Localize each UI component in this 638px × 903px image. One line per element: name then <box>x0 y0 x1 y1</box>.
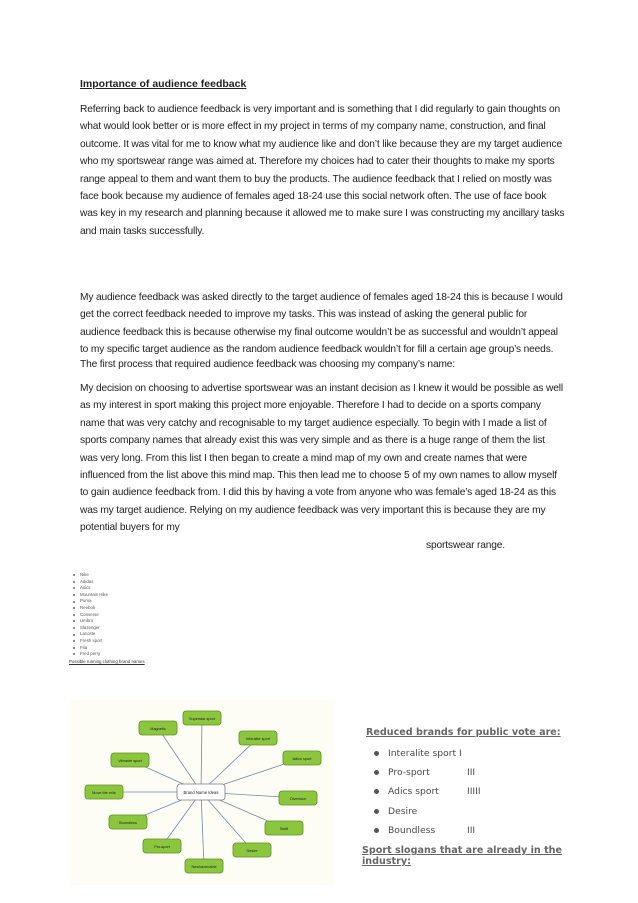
mind-map-center-label: Brand Name Ideas <box>183 789 219 795</box>
reduced-brand-votes: IIIII <box>467 786 481 798</box>
mind-map-node-label: Magnetic <box>150 726 166 731</box>
mind-map-node-label: Desire <box>246 848 258 853</box>
brand-list-caption: Possible running clothing brand names <box>69 658 145 664</box>
brand-list-item: Umbro <box>68 618 198 625</box>
mind-map-node-label: Adics sport <box>292 756 312 761</box>
mind-map-node-label: Boundless <box>119 820 137 825</box>
brand-list-item: Lacoste <box>68 631 198 638</box>
paragraph-3: The first process that required audience feedback was choosing my company’s name: <box>80 359 455 370</box>
mind-map-node-label: Swift <box>279 826 289 831</box>
brand-list-item: Slazenger <box>68 625 198 632</box>
reduced-brands-image <box>360 727 600 867</box>
paragraph-4 <box>80 380 565 554</box>
mind-map-node-label: Move the mile <box>92 790 116 795</box>
mind-map-node-label: Diversion <box>290 796 306 801</box>
brand-list-item: Fred perry <box>68 651 198 658</box>
brand-list-item: Converse <box>68 612 198 619</box>
paragraph-4-tail: sportswear range. <box>426 539 505 551</box>
mind-map-connector <box>201 792 252 850</box>
brand-list-item: Fila <box>68 645 198 652</box>
mind-map-diagram <box>70 700 333 885</box>
brand-list-item: Adidas <box>68 579 198 586</box>
mind-map-image <box>70 700 333 885</box>
mind-map-connector <box>201 718 202 792</box>
mind-map-node-label: Interalite sport <box>245 736 271 741</box>
paragraph-2: My audience feedback was asked directly to the target audience of females aged 18-24 this is because I would get the correct feedback needed to improve my tasks. This was instead of asking the general public for audience feedback this is because otherwise my final outcome wouldn’t be as successful and wouldn’t appeal to my specific target audience as the random audience feedback wouldn’t for fill a certain age group’s needs. <box>80 292 563 356</box>
reduced-brand-name: Desire <box>388 805 418 817</box>
reduced-brand-name: Adics sport <box>388 786 439 798</box>
reduced-brand-item <box>372 821 600 840</box>
reduced-brand-name: Interalite sport I <box>388 748 462 759</box>
reduced-brands-list <box>360 744 600 840</box>
reduced-brands-heading: Reduced brands for public vote are: <box>366 727 561 738</box>
brand-list-item: Reebok <box>68 605 198 612</box>
reduced-brand-name: Boundless <box>388 824 436 836</box>
mind-map-node-label: Pro-sport <box>154 844 170 849</box>
mind-map-node-label: Superstar sport <box>189 716 215 721</box>
page-title: Importance of audience feedback <box>80 78 247 90</box>
slogans-heading: Sport slogans that are already in the industry: <box>362 845 563 868</box>
reduced-brand-item <box>372 763 600 782</box>
reduced-brand-item <box>372 744 600 763</box>
reduced-brand-name: Pro-sport <box>388 767 430 779</box>
brand-list-image <box>68 572 198 694</box>
mind-map-node-label: Vibrante sport <box>118 758 142 763</box>
paragraph-4-body: My decision on choosing to advertise sportswear was an instant decision as I knew it would be possible as well as my interest in sport making this project more enjoyable. Therefore I had to decide on a sports company name that was very catchy and recognisable to my target audience especially. To begin with I made a list of sports company names that already exist this was very simple and as there is a huge range of them the list was very long. From this list I then began to create a mind map of my own and create names that were influenced from the list above this mind map. This then lead me to choose 5 of my own names to allow myself to gain audience feedback from. I did this by having a vote from anyone who was female’s aged 18-24 as this was my target audience. Relying on my audience feedback was very important this is because they are my potential buyers for my <box>80 383 563 534</box>
brand-list <box>68 572 198 658</box>
brand-list-item: Puma <box>68 598 198 605</box>
reduced-brand-item <box>372 782 600 801</box>
brand-list-item: Nike <box>68 572 198 579</box>
reduced-brand-votes: III <box>467 767 476 779</box>
mind-map-connector <box>201 792 204 866</box>
mind-map-node-label: Newhavenable <box>191 864 217 869</box>
brand-list-item: Fresh sport <box>68 638 198 645</box>
paragraph-1: Referring back to audience feedback is very important and is something that I did regularly to gain thoughts on what would look better or is more effect in my project in terms of my company name, construction, and final outcome. It was vital for me to know what my audience like and don’t like because they are my target audience who my sportswear range was aimed at. Therefore my choices had to cater their thoughts to make my sports range appeal to them and want them to buy the products. The audience feedback that I relied on mostly was face book because my audience of females aged 18-24 use this social network often. The use of face book was key in my research and planning because it allowed me to make sure I was constructing my ancillary tasks and main tasks successfully. <box>80 104 565 237</box>
reduced-brand-votes: III <box>467 824 476 836</box>
brand-list-item: Mountain Hike <box>68 592 198 599</box>
brand-list-item: Asics <box>68 585 198 592</box>
reduced-brand-item <box>372 802 600 821</box>
